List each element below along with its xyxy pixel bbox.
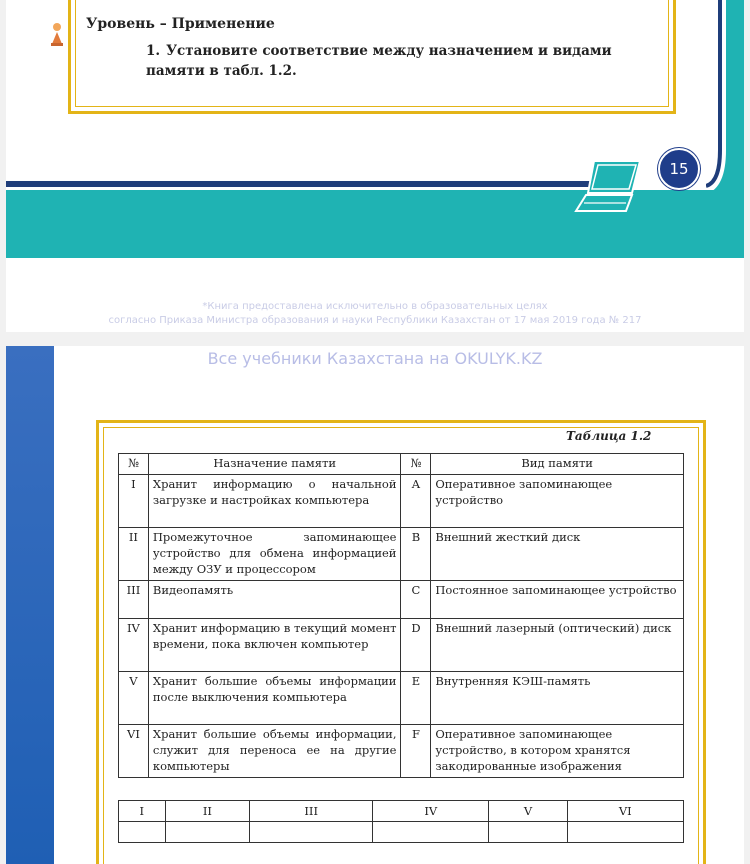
header-purpose: Назначение памяти [148, 454, 401, 475]
row-letter: C [401, 581, 431, 619]
row-purpose: Хранит информацию о начальной загрузке и настройках компьютера [148, 475, 401, 528]
row-purpose: Промежуточное запоминающее устройство для обмена информацией между ОЗУ и процессором [148, 528, 401, 581]
row-number: III [119, 581, 149, 619]
task-body: Установите соответствие между назначением и видами памяти в табл. 1.2. [146, 43, 612, 79]
answer-cell[interactable] [250, 822, 373, 843]
row-number: IV [119, 619, 149, 672]
answer-header-cell: II [165, 801, 250, 822]
table-row [119, 672, 684, 725]
textbook-page-top [6, 0, 744, 332]
row-number: VI [119, 725, 149, 778]
row-type: Внутренняя КЭШ-память [431, 672, 684, 725]
row-letter: D [401, 619, 431, 672]
page-corner-decoration [706, 0, 744, 200]
table-header-row [119, 454, 684, 475]
header-type: Вид памяти [431, 454, 684, 475]
row-type: Оперативное запоминающее устройство, в котором хранятся закодированные изображения [431, 725, 684, 778]
row-number: I [119, 475, 149, 528]
task-number: 1. [146, 43, 161, 59]
answer-cell[interactable] [373, 822, 489, 843]
row-letter: A [401, 475, 431, 528]
row-letter: F [401, 725, 431, 778]
row-letter: E [401, 672, 431, 725]
table-row [119, 619, 684, 672]
table-row [119, 528, 684, 581]
table-caption: Таблица 1.2 [566, 429, 652, 443]
row-type: Оперативное запоминающее устройство [431, 475, 684, 528]
row-type: Внешний жесткий диск [431, 528, 684, 581]
row-number: II [119, 528, 149, 581]
answer-header-row [119, 801, 684, 822]
page-number: 15 [658, 148, 700, 190]
watermark-link[interactable]: Все учебники Казахстана на OKULYK.KZ [207, 349, 543, 368]
textbook-page-bottom [6, 346, 744, 864]
disclaimer-line-2: согласно Приказа Министра образования и науки Республики Казахстан от 17 мая 2019 года № 217 [108, 315, 642, 326]
answer-header-cell: V [489, 801, 567, 822]
disclaimer [6, 300, 744, 328]
header-num-1: № [119, 454, 149, 475]
table-row [119, 725, 684, 778]
row-purpose: Видеопамять [148, 581, 401, 619]
row-purpose: Хранит большие объемы информации, служит для переноса ее на другие компьютеры [148, 725, 401, 778]
task-statement [146, 41, 656, 81]
memory-table [118, 453, 684, 778]
answer-input-row [119, 822, 684, 843]
header-num-2: № [401, 454, 431, 475]
answer-cell[interactable] [119, 822, 166, 843]
row-purpose: Хранит информацию в текущий момент времени, пока включен компьютер [148, 619, 401, 672]
row-letter: B [401, 528, 431, 581]
answer-cell[interactable] [489, 822, 567, 843]
answer-table [118, 800, 684, 843]
laptop-icon [574, 155, 646, 217]
answer-cell[interactable] [165, 822, 250, 843]
side-stripe [6, 346, 54, 864]
answer-header-cell: IV [373, 801, 489, 822]
disclaimer-line-1: *Книга предоставлена исключительно в образовательных целях [202, 301, 548, 312]
level-title: Уровень – Применение [86, 16, 275, 32]
answer-cell[interactable] [567, 822, 683, 843]
row-type: Внешний лазерный (оптический) диск [431, 619, 684, 672]
row-purpose: Хранит большие объемы информации после выключения компьютера [148, 672, 401, 725]
table-row [119, 475, 684, 528]
level-figure-icon [50, 22, 64, 46]
row-type: Постоянное запоминающее устройство [431, 581, 684, 619]
answer-header-cell: VI [567, 801, 683, 822]
row-number: V [119, 672, 149, 725]
table-row [119, 581, 684, 619]
answer-header-cell: III [250, 801, 373, 822]
answer-header-cell: I [119, 801, 166, 822]
footer-line [6, 181, 606, 187]
